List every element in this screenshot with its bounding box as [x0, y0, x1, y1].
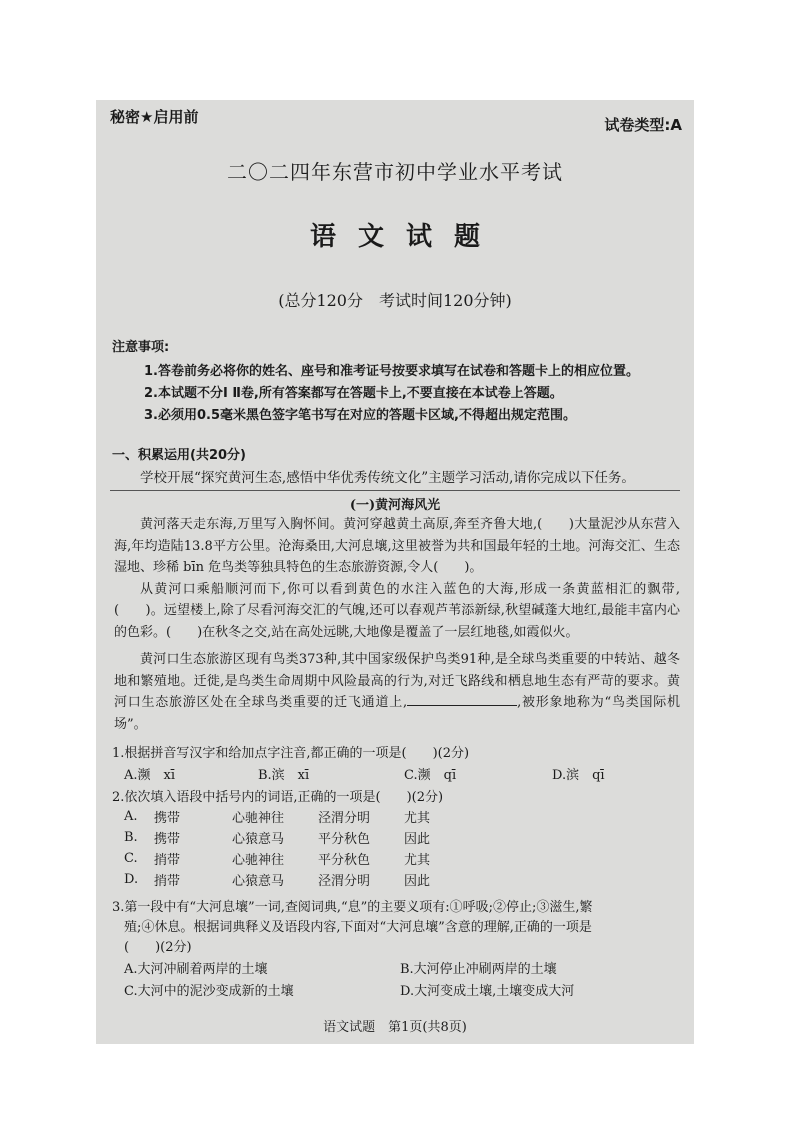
page-footer: 语文试题 第1页(共8页) [323, 1020, 467, 1035]
option-word: 泾渭分明 [318, 874, 371, 889]
q1-option-d: D.滨 qī [552, 768, 605, 783]
passage-paragraph: 从黄河口乘船顺河而下,你可以看到黄色的水注入蓝色的大海,形成一条黄蓝相汇的飘带,( )。远望楼上,除了尽看河海交汇的气魄,还可以春观芦苇添新绿,秋望碱蓬大地红,最能丰富内心的色彩。( )在秋冬之交,站在高处远眺,大地像是覆盖了一层红地毯,如霞似火。 [114, 581, 680, 640]
q2-option-row [124, 827, 464, 848]
question-3-stem-cont: 殖;④休息。根据词典释义及语段内容,下面对“大河息壤”含意的理解,正确的一项是 [124, 920, 592, 935]
q3-option-c: C.大河中的泥沙变成新的土壤 [124, 984, 294, 999]
passage-paragraph [114, 649, 680, 735]
q2-option-row [124, 869, 464, 890]
option-word: 携带 [154, 832, 181, 847]
option-word: 心猿意马 [232, 874, 285, 889]
notice-item: 3.必须用0.5毫米黑色签字笔书写在对应的答题卡区域,不得超出规定范围。 [144, 408, 576, 423]
option-word: 尤其 [404, 811, 431, 826]
q2-options-table [124, 806, 464, 890]
section-heading: 一、积累运用(共20分) [112, 448, 246, 463]
question-1-stem: 1.根据拼音写汉字和给加点字注音,都正确的一项是( )(2分) [112, 746, 470, 761]
confidential-label: 秘密★启用前 [110, 108, 199, 126]
option-word: 因此 [404, 832, 431, 847]
option-word: 尤其 [404, 853, 431, 868]
section-intro: 学校开展“探究黄河生态,感悟中华优秀传统文化”主题学习活动,请你完成以下任务。 [140, 470, 635, 486]
option-letter: C. [124, 851, 138, 866]
option-word: 捎带 [154, 874, 181, 889]
option-word: 因此 [404, 874, 431, 889]
option-word: 心驰神往 [232, 811, 285, 826]
question-3-stem-end: ( )(2分) [124, 940, 192, 955]
q1-option-c: C.濒 qī [404, 768, 457, 783]
option-word: 心猿意马 [232, 832, 285, 847]
q1-option-a: A.濒 xī [124, 768, 176, 783]
passage-paragraph: 黄河落天走东海,万里写入胸怀间。黄河穿越黄土高原,奔至齐鲁大地,( )大量泥沙从东营入海,年均造陆13.8平方公里。沧海桑田,大河息壤,这里被誉为共和国最年轻的土地。河海交汇、生态湿地、珍稀 bīn 危鸟类等独具特色的生态旅游资源,令人( )。 [114, 517, 680, 575]
notice-item: 1.答卷前务必将你的姓名、座号和准考证号按要求填写在试卷和答题卡上的相应位置。 [144, 364, 639, 379]
question-2-stem: 2.依次填入语段中括号内的词语,正确的一项是( )(2分) [112, 790, 444, 805]
notice-heading: 注意事项: [112, 340, 170, 355]
exam-title: 二〇二四年东营市初中学业水平考试 [227, 160, 563, 184]
q2-option-row [124, 848, 464, 869]
exam-meta: (总分120分 考试时间120分钟) [278, 291, 512, 310]
q3-option-b: B.大河停止冲刷两岸的土壤 [400, 962, 557, 977]
option-word: 平分秋色 [318, 853, 371, 868]
option-word: 平分秋色 [318, 832, 371, 847]
reading-passage [114, 514, 680, 735]
exam-paper [96, 100, 694, 1044]
subject-title: 语文试题 [309, 222, 502, 252]
q3-option-a: A.大河冲刷着两岸的土壤 [124, 962, 268, 977]
option-letter: B. [124, 830, 138, 845]
passage-text: 黄河口生态旅游区现有鸟类373种,其中国家级保护鸟类91种,是全球鸟类重要的中转站、越冬地和繁殖地。迁徙,是鸟类生命周期中风险最高的行为,对迁飞路线和栖息地生态有严苛的要求。黄河口生态旅游区处在全球鸟类重要的迁飞通道上, [114, 652, 680, 710]
fill-blank [407, 693, 517, 706]
passage-title: (一)黄河海风光 [349, 498, 441, 513]
option-word: 捎带 [154, 853, 181, 868]
box-divider [110, 490, 680, 491]
option-word: 泾渭分明 [318, 811, 371, 826]
option-letter: A. [124, 809, 138, 824]
notice-item: 2.本试题不分Ⅰ Ⅱ卷,所有答案都写在答题卡上,不要直接在本试卷上答题。 [144, 386, 563, 401]
question-3-stem: 3.第一段中有“大河息壤”一词,查阅词典,“息”的主要义项有:①呼吸;②停止;③滋生,繁 [112, 900, 593, 915]
q1-option-b: B.滨 xī [258, 768, 310, 783]
passage-text: ,被形象地称为“鸟类国际机场”。 [114, 695, 680, 732]
paper-type-label: 试卷类型:A [604, 116, 682, 134]
option-letter: D. [124, 872, 139, 887]
q2-option-row [124, 806, 464, 827]
option-word: 心驰神往 [232, 853, 285, 868]
option-word: 携带 [154, 811, 181, 826]
q3-option-d: D.大河变成土壤,土壤变成大河 [400, 984, 575, 999]
